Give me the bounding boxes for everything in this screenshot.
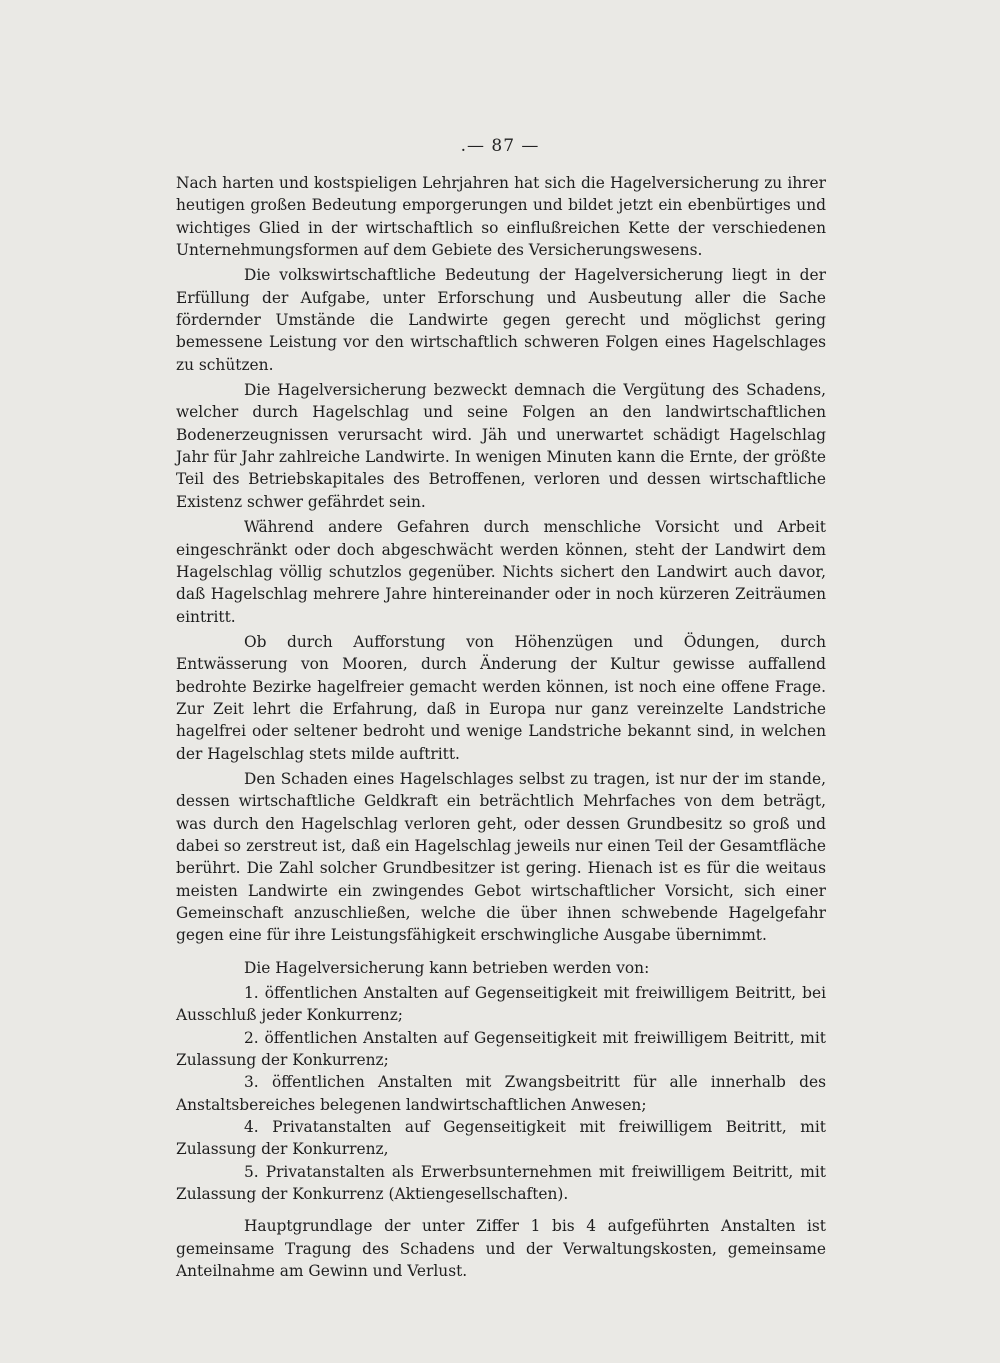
closing-paragraph: Hauptgrundlage der unter Ziffer 1 bis 4 aufgeführten Anstalten ist gemeinsame Tragung des Schadens und der Verwaltungskosten, gemeinsame Anteilnahme am Gewinn und Verlust.	[176, 1217, 826, 1281]
list-item-number: 4.	[244, 1118, 259, 1137]
paragraph-4: Während andere Gefahren durch menschliche Vorsicht und Arbeit eingeschränkt oder doch abgeschwächt werden können, steht der Landwirt dem Hagelschlag völlig schutzlos gegenüber. Nichts sichert den Landwirt auch davor, daß Hagelschlag mehrere Jahre hintereinander oder in noch kürzeren Zeiträumen eintritt.	[176, 518, 826, 626]
list-item	[176, 1116, 826, 1161]
enumerated-list	[176, 982, 826, 1205]
list-item-text: öffentlichen Anstalten mit Zwangsbeitritt für alle innerhalb des Anstaltsbereiches belegenen landwirtschaftlichen Anwesen;	[176, 1073, 826, 1114]
list-item-number: 1.	[244, 984, 259, 1003]
paragraph-5: Ob durch Aufforstung von Höhenzügen und Ödungen, durch Entwässerung von Mooren, durch Änderung der Kultur gewisse auffallend bedrohte Bezirke hagelfreier gemacht werden können, ist noch eine offene Frage. Zur Zeit lehrt die Erfahrung, daß in Europa nur ganz vereinzelte Landstriche hagelfrei oder seltener bedroht und wenige Landstriche bekannt sind, in welchen der Hagelschlag stets milde auftritt.	[176, 632, 826, 763]
list-item-text: öffentlichen Anstalten auf Gegenseitigkeit mit freiwilligem Beitritt, mit Zulassung der Konkurrenz;	[176, 1028, 826, 1070]
paragraph-2: Die volkswirtschaftliche Bedeutung der Hagelversicherung liegt in der Erfüllung der Aufgabe, unter Erforschung und Ausbeutung aller die Sache fördernder Umstände die Landwirte gegen gerecht und möglichst gering bemessene Leistung vor den wirtschaftlich schweren Folgen eines Hagelschlages zu schützen.	[176, 266, 826, 374]
list-item	[176, 1027, 826, 1072]
list-item	[176, 1161, 826, 1206]
paragraph-6: Den Schaden eines Hagelschlages selbst zu tragen, ist nur der im stande, dessen wirtschaftliche Geldkraft ein beträchtlich Mehrfaches von dem beträgt, was durch den Hagelschlag verloren geht, oder dessen Grundbesitz so groß und dabei so zerstreut ist, daß ein Hagelschlag jeweils nur einen Teil der Gesamtfläche berührt. Die Zahl solcher Grundbesitzer ist gering. Hienach ist es für die weitaus meisten Landwirte ein zwingendes Gebot wirtschaftlicher Vorsicht, sich einer Gemeinschaft anzuschließen, welche die über ihnen schwebende Hagelgefahr gegen eine für ihre Leistungsfähigkeit erschwingliche Ausgabe übernimmt.	[176, 769, 826, 945]
paragraph-1: Nach harten und kostspieligen Lehrjahren hat sich die Hagelversicherung zu ihrer heutigen großen Bedeutung emporgerungen und bildet jetzt ein ebenbürtiges und wichtiges Glied in der wirtschaftlich so einflußreichen Kette der verschiedenen Unternehmungsformen auf dem Gebiete des Versicherungswesens.	[176, 174, 826, 260]
list-item	[176, 1071, 826, 1116]
list-item-text: öffentlichen Anstalten auf Gegenseitigkeit mit freiwilligem Beitritt, bei Ausschluß jeder Konkurrenz;	[176, 984, 826, 1025]
body-text	[176, 172, 826, 1286]
list-item-text: Privatanstalten als Erwerbsunternehmen mit freiwilligem Beitritt, mit Zulassung der Konkurrenz (Aktiengesellschaften).	[176, 1162, 826, 1204]
list-item-text: Privatanstalten auf Gegenseitigkeit mit freiwilligem Beitritt, mit Zulassung der Konkurrenz,	[176, 1118, 826, 1159]
paragraph-3: Die Hagelversicherung bezweckt demnach die Vergütung des Schadens, welcher durch Hagelschlag und seine Folgen an den landwirtschaftlichen Bodenerzeugnissen verursacht wird. Jäh und unerwartet schädigt Hagelschlag Jahr für Jahr zahlreiche Landwirte. In wenigen Minuten kann die Ernte, der größte Teil des Betriebskapitales des Betroffenen, verloren und dessen wirtschaftliche Existenz schwer gefährdet sein.	[176, 381, 826, 511]
list-item-number: 3.	[244, 1073, 259, 1092]
list-item-number: 5.	[244, 1162, 259, 1181]
list-intro: Die Hagelversicherung kann betrieben werden von:	[244, 958, 650, 977]
list-item-number: 2.	[244, 1028, 259, 1047]
page-number: .— 87 —	[460, 136, 540, 156]
list-item	[176, 982, 826, 1027]
